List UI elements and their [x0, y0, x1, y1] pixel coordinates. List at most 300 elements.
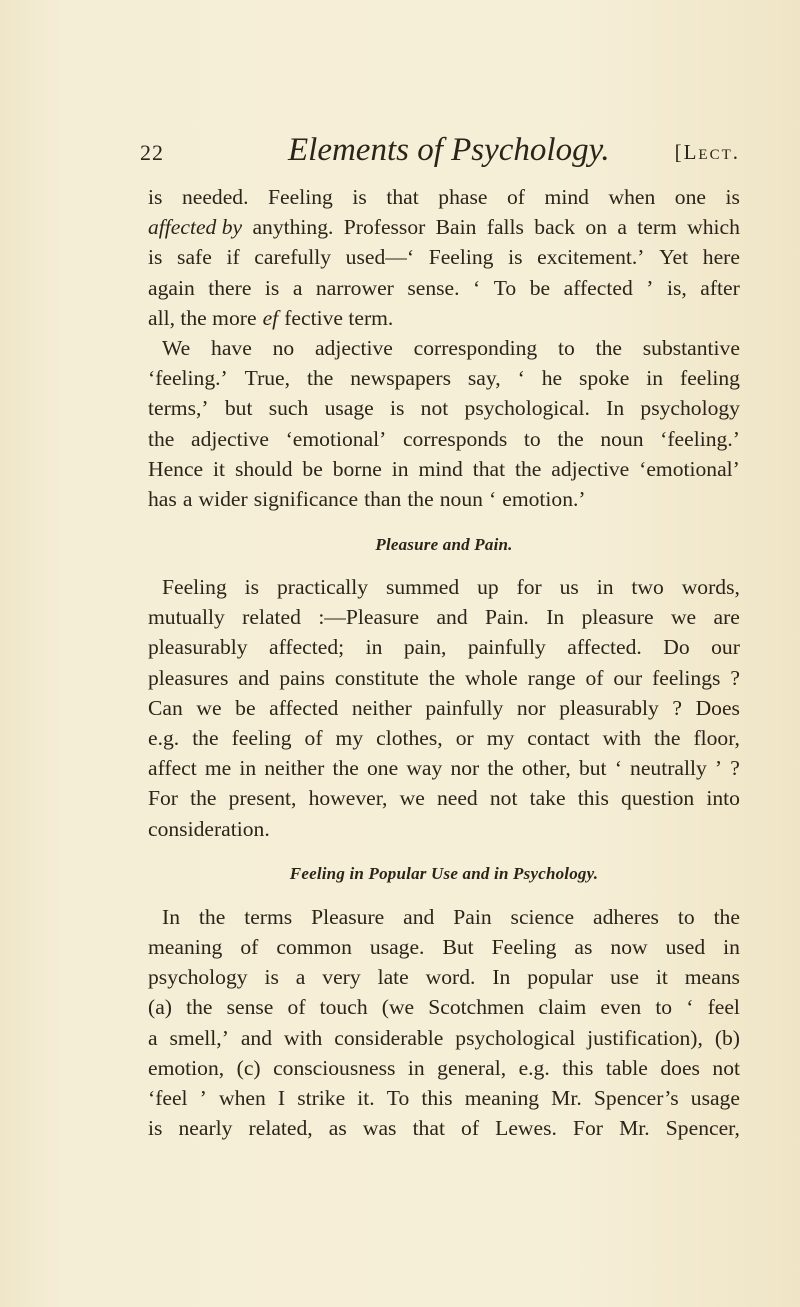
word: that — [472, 456, 506, 481]
word: this — [562, 1055, 594, 1080]
word: a — [617, 215, 627, 240]
word: But — [442, 934, 474, 959]
word: ’ — [714, 756, 723, 781]
word: is — [390, 396, 405, 421]
text-line — [148, 753, 740, 783]
text-line — [148, 273, 740, 303]
text-line — [148, 602, 740, 632]
word: related — [242, 605, 301, 630]
word: affected — [269, 695, 339, 720]
word: Feeling — [162, 575, 227, 600]
word: painfully — [425, 695, 504, 720]
word: (we — [381, 995, 415, 1020]
word: say, — [467, 366, 501, 391]
text-line — [148, 783, 740, 813]
word: carefully — [254, 245, 332, 270]
word: range — [527, 665, 576, 690]
word: the — [595, 335, 622, 360]
word: are — [713, 605, 740, 630]
word: ‘feeling.’ — [148, 366, 228, 391]
word: in — [723, 934, 740, 959]
word: to — [558, 335, 575, 360]
word: neither — [264, 756, 325, 781]
word: is — [148, 245, 163, 270]
word: on — [585, 215, 607, 240]
page-header — [140, 132, 740, 172]
word: not — [489, 786, 518, 811]
text-line — [148, 1053, 740, 1083]
word: corresponds — [402, 426, 508, 451]
word: words, — [681, 575, 740, 600]
word: used — [665, 934, 706, 959]
word: that — [386, 185, 419, 209]
word: :—Pleasure — [318, 605, 420, 630]
word: very — [322, 965, 361, 990]
word: our — [613, 665, 643, 690]
word: one — [674, 185, 706, 209]
italic-fragment: ef — [262, 305, 279, 330]
word: terms,’ — [148, 396, 209, 421]
word: the — [487, 756, 514, 781]
word: a — [148, 1025, 158, 1050]
word: emotion, — [148, 1055, 225, 1080]
word: considerable — [334, 1025, 444, 1050]
text-line — [148, 182, 740, 212]
word: be — [529, 275, 551, 300]
text-line — [148, 932, 740, 962]
word: clothes, — [376, 726, 443, 750]
word: ‘feeling.’ — [660, 426, 740, 451]
page-number: 22 — [140, 140, 164, 165]
word: ? — [730, 756, 740, 781]
word: take — [529, 786, 566, 811]
section-heading: Pleasure and Pain. — [375, 535, 513, 555]
word: sense. — [407, 275, 460, 300]
word: in — [239, 756, 257, 781]
word: need — [436, 786, 478, 811]
word: corresponding — [413, 335, 538, 360]
word: was — [362, 1116, 397, 1141]
word: Hence — [148, 456, 204, 481]
word: noun — [600, 426, 644, 451]
word: is — [264, 275, 280, 300]
word: pleasurably — [559, 695, 659, 720]
word: word. — [425, 965, 476, 990]
word: the — [428, 665, 456, 690]
word: ? — [730, 665, 740, 690]
word: adjective — [191, 426, 269, 451]
word: To — [386, 1085, 410, 1110]
word: psychological — [455, 1025, 576, 1050]
word: or — [455, 726, 474, 750]
word: e.g. — [148, 726, 180, 750]
word: of — [287, 995, 306, 1020]
word: contact — [527, 726, 590, 750]
word: In — [606, 396, 625, 421]
word: term — [637, 215, 677, 240]
word: as — [574, 934, 593, 959]
word: Pain — [453, 904, 492, 929]
word: Spencer’s — [593, 1085, 679, 1110]
word: if — [226, 245, 240, 270]
word: painfully — [467, 635, 546, 660]
word: For — [148, 786, 178, 811]
word: here — [702, 245, 740, 270]
word: the — [557, 426, 584, 451]
word: falls — [486, 215, 524, 240]
word: us — [559, 575, 579, 600]
text-line — [148, 632, 740, 662]
word: the — [407, 486, 434, 511]
word: adheres — [593, 904, 659, 929]
word: affected. — [567, 635, 642, 660]
word: of — [304, 726, 323, 750]
word: I — [277, 1085, 286, 1110]
word: is — [508, 245, 523, 270]
word: borne — [332, 456, 382, 481]
word: does — [660, 1055, 700, 1080]
word: whole — [464, 665, 518, 690]
text-line — [148, 424, 740, 454]
word: Feeling — [491, 934, 557, 959]
word: is — [148, 1116, 163, 1141]
word: touch — [319, 995, 368, 1020]
word: pains — [279, 665, 325, 690]
word: common — [276, 934, 352, 959]
word: Mr. — [619, 1116, 650, 1141]
word: significance — [253, 486, 359, 511]
word: is, — [666, 275, 687, 300]
text-line — [148, 333, 740, 363]
word: in — [596, 575, 614, 600]
word: a — [182, 486, 193, 511]
word: noun — [439, 486, 483, 511]
text-line — [148, 212, 740, 242]
word: safe — [177, 245, 212, 270]
word: meaning — [148, 934, 223, 959]
word: into — [706, 786, 740, 811]
word: affected — [563, 275, 633, 300]
word: To — [493, 275, 517, 300]
word: the — [198, 904, 226, 929]
word: substantive — [642, 335, 740, 360]
word: usage — [324, 396, 374, 421]
word: should — [234, 456, 293, 481]
word: use — [610, 965, 639, 990]
word: For — [573, 1116, 603, 1141]
word: that — [412, 1116, 445, 1141]
word: In — [492, 965, 511, 990]
word: but — [224, 396, 253, 421]
word: way — [406, 756, 443, 781]
word: of — [585, 665, 604, 690]
word: psychology — [148, 965, 248, 990]
text-line — [148, 242, 740, 272]
word: feel — [707, 995, 740, 1020]
word: ‘ — [488, 486, 497, 511]
word: and — [436, 605, 468, 630]
word: pleasure — [581, 605, 654, 630]
word: one — [366, 756, 399, 781]
text-line — [148, 1023, 740, 1053]
word: up — [477, 575, 499, 600]
word: is — [264, 965, 279, 990]
paragraph — [148, 182, 740, 333]
word: science — [510, 904, 575, 929]
paragraph — [148, 902, 740, 1144]
word: In — [546, 605, 565, 630]
word: with — [283, 1025, 323, 1050]
word: a — [295, 965, 306, 990]
word: pain, — [403, 635, 447, 660]
word: We — [162, 335, 191, 360]
word: consciousness — [273, 1055, 396, 1080]
text-line — [148, 572, 740, 602]
word: Pain. — [485, 605, 529, 630]
word: the — [713, 904, 740, 929]
word: when — [608, 185, 656, 209]
running-title: Elements of Psychology. — [288, 132, 610, 168]
word: Do — [663, 635, 690, 660]
word: there — [208, 275, 252, 300]
word: popular — [527, 965, 594, 990]
paragraph — [148, 572, 740, 844]
word: Mr. — [551, 1085, 582, 1110]
word: in — [365, 635, 383, 660]
word: phase — [438, 185, 488, 209]
word: practically — [276, 575, 369, 600]
word: floor, — [693, 726, 740, 750]
word: adjective — [551, 456, 630, 481]
text-line — [148, 454, 740, 484]
section-heading: Feeling in Popular Use and in Psychology. — [289, 863, 599, 883]
word: which — [687, 215, 740, 240]
word: Feeling — [268, 185, 333, 209]
text-line — [148, 962, 740, 992]
word: and — [238, 665, 270, 690]
text-line — [148, 814, 740, 844]
word: sense — [226, 995, 274, 1020]
word: meaning — [464, 1085, 540, 1110]
word: used—‘ — [345, 245, 415, 270]
word: is — [725, 185, 740, 209]
word: feeling — [231, 726, 292, 750]
word: table — [605, 1055, 648, 1080]
word: psychology — [640, 396, 740, 421]
word: to — [677, 904, 695, 929]
word: the — [515, 456, 542, 481]
word: in — [391, 456, 409, 481]
word: pleasures — [148, 665, 229, 690]
word: Lewes. — [495, 1116, 557, 1141]
word: general, — [437, 1055, 507, 1080]
text-line — [148, 663, 740, 693]
word: even — [600, 995, 642, 1020]
word: usage. — [369, 934, 425, 959]
word: terms — [244, 904, 293, 929]
word: True, — [244, 366, 291, 391]
word: is — [352, 185, 367, 209]
word: Professor — [343, 215, 426, 240]
word: summed — [385, 575, 460, 600]
text-fragment — [263, 303, 394, 333]
word: in — [646, 366, 664, 391]
lecture-label: [Lect. — [674, 140, 740, 164]
word: the — [148, 426, 175, 451]
word: ’ — [646, 275, 654, 300]
word: neutrally — [630, 756, 707, 781]
word: Pleasure — [311, 904, 385, 929]
word: pleasurably — [148, 635, 248, 660]
word: newspapers — [350, 366, 451, 391]
word: to — [655, 995, 673, 1020]
word: this — [421, 1085, 453, 1110]
word: than — [364, 486, 402, 511]
word: back — [534, 215, 576, 240]
word: is — [244, 575, 260, 600]
word: nor — [450, 756, 480, 781]
word: however, — [308, 786, 388, 811]
word: it. — [357, 1085, 375, 1110]
word: me — [204, 756, 232, 781]
word: emotion.’ — [502, 486, 586, 511]
word: he — [541, 366, 563, 391]
word: Feeling — [428, 245, 494, 270]
word: our — [711, 635, 740, 660]
word: adjective — [314, 335, 393, 360]
word: not — [712, 1055, 740, 1080]
word: it — [213, 456, 226, 481]
word: needed. — [181, 185, 249, 209]
text-line — [148, 902, 740, 932]
word: Can — [148, 695, 183, 720]
text-line — [148, 1113, 740, 1143]
word: for — [516, 575, 542, 600]
word: of — [461, 1116, 480, 1141]
page-body — [148, 182, 740, 1143]
text-line — [148, 1083, 740, 1113]
italic-phrase: affected by — [148, 215, 243, 240]
word: ‘ — [686, 995, 694, 1020]
word: as — [328, 1116, 347, 1141]
word: anything. — [252, 215, 334, 240]
word: narrower — [315, 275, 394, 300]
word: (b) — [714, 1025, 740, 1050]
text-line — [148, 723, 740, 753]
word: with — [602, 726, 642, 750]
word: ‘ — [614, 756, 622, 781]
word: strike — [297, 1085, 346, 1110]
word: neither — [351, 695, 412, 720]
word: nearly — [178, 1116, 233, 1141]
word: Yet — [659, 245, 689, 270]
word: spoke — [579, 366, 630, 391]
word: of — [506, 185, 525, 209]
text-line — [148, 303, 740, 333]
word: claim — [538, 995, 587, 1020]
word: Bain — [435, 215, 477, 240]
text-line — [148, 992, 740, 1022]
word: have — [211, 335, 252, 360]
word: mutually — [148, 605, 225, 630]
word: Scotchmen — [428, 995, 525, 1020]
word: no — [272, 335, 295, 360]
word: has — [148, 486, 177, 511]
word: such — [268, 396, 309, 421]
word: this — [577, 786, 609, 811]
text-line — [148, 693, 740, 723]
word: ‘emotional’ — [285, 426, 387, 451]
text-line — [148, 363, 740, 393]
word: be — [302, 456, 323, 481]
word: psychological. — [464, 396, 590, 421]
word: mind — [544, 185, 589, 209]
text-line — [148, 484, 740, 514]
word: my — [486, 726, 515, 750]
word: ‘emotional’ — [639, 456, 740, 481]
word: we — [196, 695, 222, 720]
word: present, — [228, 786, 297, 811]
word: when — [218, 1085, 266, 1110]
word: a — [292, 275, 303, 300]
word: ‘ — [473, 275, 481, 300]
word: constitute — [334, 665, 419, 690]
word: late — [377, 965, 409, 990]
word: it — [655, 965, 668, 990]
word: mind — [418, 456, 463, 481]
word: usage — [690, 1085, 740, 1110]
word: affected; — [269, 635, 345, 660]
word: ? — [672, 695, 682, 720]
word: and — [403, 904, 435, 929]
text-fragment: fective term. — [284, 305, 394, 330]
word: the — [192, 726, 219, 750]
word: and — [240, 1025, 272, 1050]
word: In — [162, 904, 180, 929]
word: ‘ — [517, 366, 525, 391]
word: ’ — [199, 1085, 207, 1110]
word: in — [407, 1055, 425, 1080]
word: the — [306, 366, 334, 391]
word: again — [148, 275, 195, 300]
word: related, — [248, 1116, 313, 1141]
word: (c) — [236, 1055, 261, 1080]
word: my — [335, 726, 364, 750]
word: we — [399, 786, 425, 811]
word: feelings — [652, 665, 721, 690]
word: to — [523, 426, 541, 451]
word: question — [621, 786, 695, 811]
word: smell,’ — [169, 1025, 229, 1050]
word: justification), — [587, 1025, 703, 1050]
word: we — [670, 605, 697, 630]
word: affect — [148, 756, 197, 781]
word: Does — [695, 695, 740, 720]
word: (a) — [148, 995, 172, 1020]
word: the — [332, 756, 359, 781]
word: two — [631, 575, 664, 600]
word: e.g. — [518, 1055, 550, 1080]
word: excitement.’ — [537, 245, 645, 270]
word: the — [654, 726, 681, 750]
word: wider — [198, 486, 248, 511]
word: the — [190, 786, 217, 811]
word: nor — [516, 695, 546, 720]
word: ‘feel — [148, 1085, 188, 1110]
word: other, — [521, 756, 571, 781]
text-fragment: all, the more — [148, 305, 257, 330]
word: not — [420, 396, 449, 421]
